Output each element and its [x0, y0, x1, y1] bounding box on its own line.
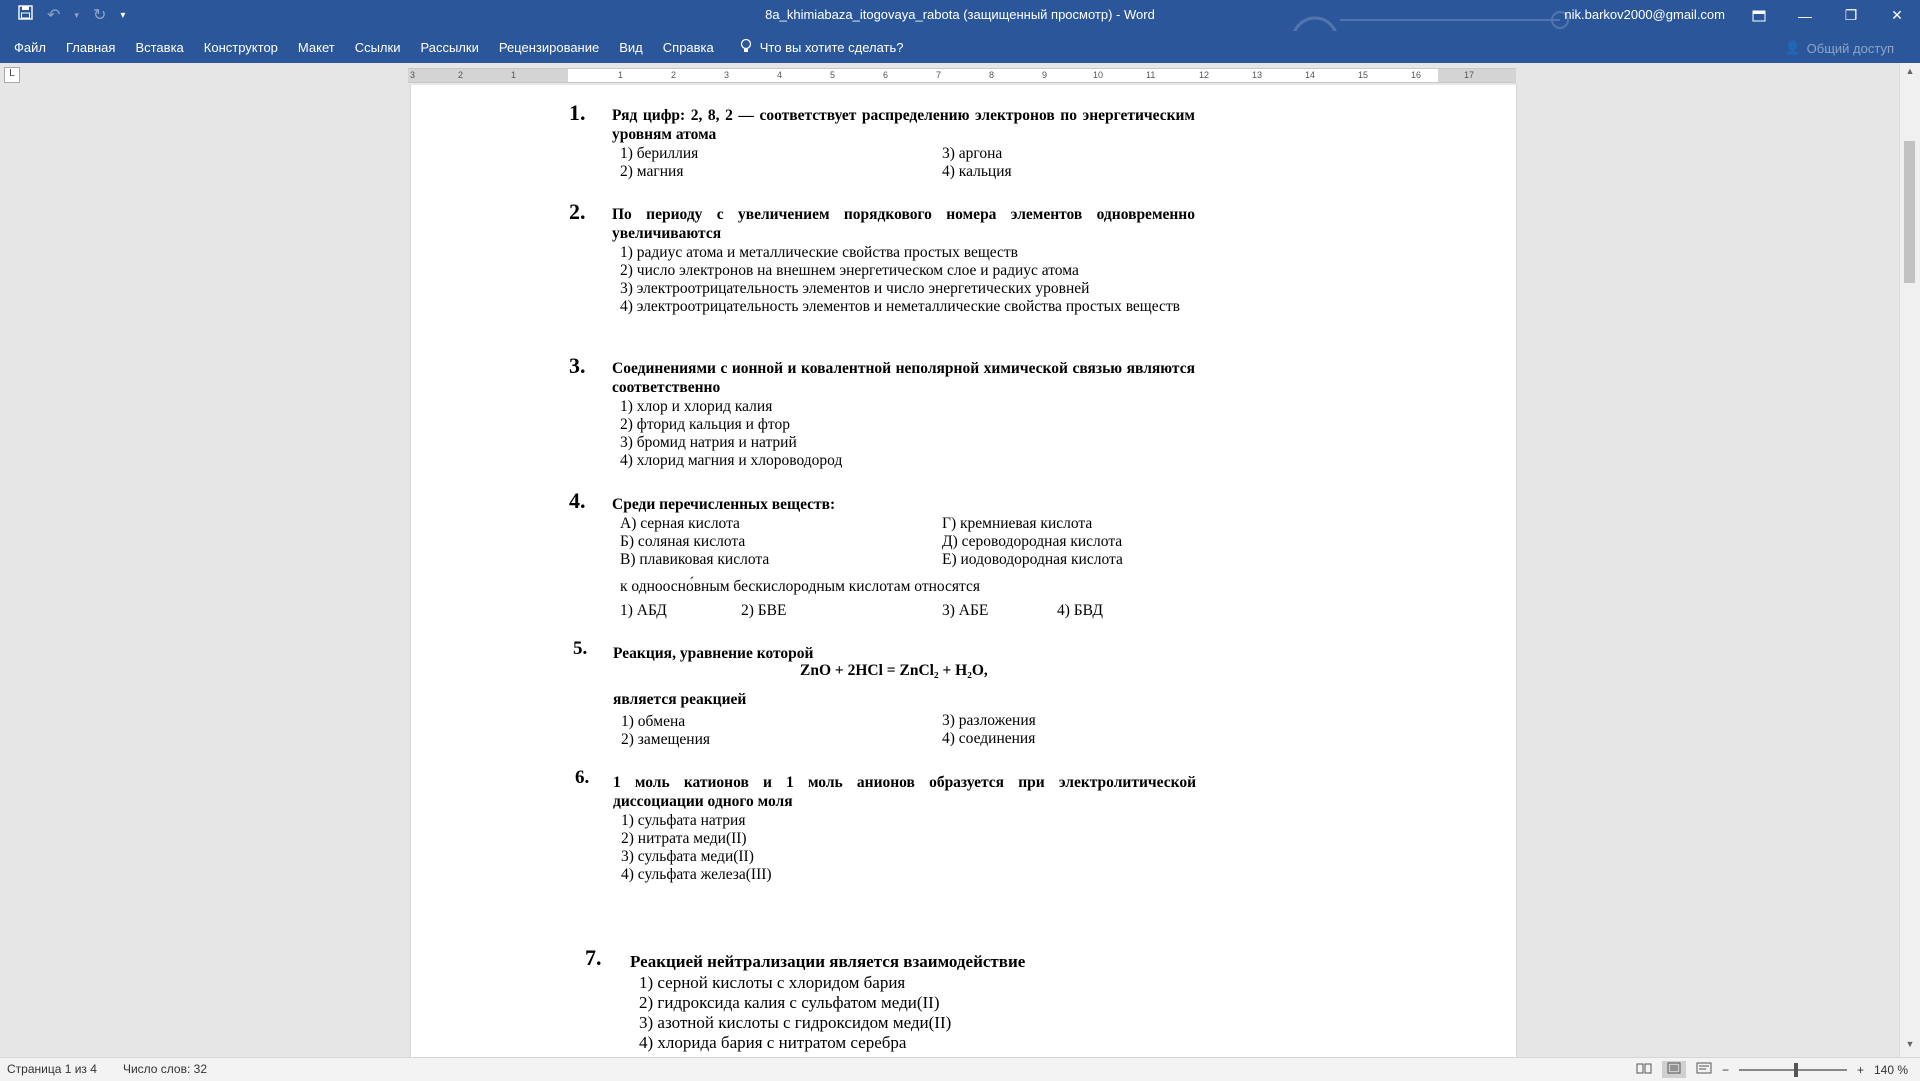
question-text: Ряд цифр: 2, 8, 2 — соответствует распределению электронов по энергетическим уровням атома [612, 107, 1195, 143]
restore-icon[interactable]: ❐ [1844, 7, 1858, 23]
document-page[interactable] [411, 85, 1516, 1057]
minimize-icon[interactable]: — [1798, 7, 1812, 24]
ruler-tick: 3 [724, 70, 730, 80]
tab-mailings[interactable]: Рассылки [420, 39, 479, 55]
save-icon[interactable] [18, 5, 33, 25]
ruler-tick: 2 [671, 70, 677, 80]
page-counter[interactable]: Страница 1 из 4 [7, 1062, 97, 1076]
scroll-thumb[interactable] [1904, 141, 1915, 283]
window-title: 8a_khimiabaza_itogovaya_rabota (защищенный просмотр) - Word [765, 7, 1155, 22]
ruler-tick: 15 [1358, 70, 1369, 80]
tab-review[interactable]: Рецензирование [498, 39, 600, 55]
ruler-tick: 10 [1093, 70, 1104, 80]
answer-option: 2) нитрата меди(II) [621, 830, 747, 847]
answer-option: 4) сульфата железа(III) [621, 866, 772, 883]
ruler-tick: 1 [511, 70, 517, 80]
ruler-tick: 3 [410, 70, 416, 80]
print-layout-icon[interactable] [1662, 1061, 1686, 1078]
tab-references[interactable]: Ссылки [354, 39, 401, 55]
answer-option: 4) хлорида бария с нитратом серебра [639, 1033, 907, 1052]
answer-option: 1) сульфата натрия [621, 812, 746, 829]
ruler-tick: 1 [618, 70, 624, 80]
undo-icon[interactable]: ↶ [47, 7, 61, 24]
question-number: 3. [569, 353, 586, 378]
vertical-scrollbar[interactable] [1899, 63, 1920, 1057]
scroll-up-icon[interactable]: ▲ [1905, 66, 1915, 76]
answer-option: Г) кремниевая кислота [942, 515, 1093, 532]
tab-layout[interactable]: Макет [297, 39, 335, 55]
share-button[interactable] [1784, 40, 1894, 56]
ruler-tick: 4 [777, 70, 783, 80]
document-canvas[interactable] [0, 85, 1900, 1057]
customize-icon[interactable]: ▾ [120, 9, 126, 21]
question-text: является реакцией [613, 691, 747, 708]
ruler-tick: 13 [1252, 70, 1263, 80]
answer-option: 2) фторид кальция и фтор [620, 416, 790, 433]
answer-option: 2) замещения [621, 731, 711, 748]
tab-view[interactable]: Вид [619, 39, 643, 55]
scroll-down-icon[interactable]: ▼ [1905, 1039, 1915, 1049]
zoom-level[interactable]: 140 % [1873, 1062, 1908, 1077]
ruler-row [0, 63, 1920, 85]
answer-option: Д) сероводородная кислота [942, 533, 1123, 550]
word-count[interactable]: Число слов: 32 [122, 1062, 207, 1076]
question-number: 2. [569, 199, 586, 224]
tab-home[interactable]: Главная [65, 39, 116, 55]
ruler-tick: 2 [458, 70, 464, 80]
zoom-out-button[interactable]: − [1721, 1062, 1729, 1077]
question-text: Соединениями с ионной и ковалентной неполярной химической связью являются соответственно [612, 360, 1195, 396]
question-text: По периоду с увеличением порядкового номера элементов одновременно увеличиваются [612, 206, 1195, 242]
answer-option: 1) обмена [621, 713, 686, 730]
question-number: 7. [585, 945, 602, 970]
answer-option: 3) аргона [942, 145, 1003, 162]
answer-option: 3) АБЕ [942, 602, 989, 619]
answer-option: 2) БВЕ [741, 602, 787, 619]
status-bar [0, 1057, 1920, 1081]
ruler-tick: 14 [1305, 70, 1316, 80]
answer-option: 2) гидроксида калия с сульфатом меди(II) [639, 993, 940, 1012]
answer-option: В) плавиковая кислота [620, 551, 770, 568]
read-mode-icon[interactable] [1636, 1062, 1652, 1077]
tell-me-box[interactable] [730, 38, 914, 57]
zoom-slider[interactable] [1739, 1069, 1847, 1071]
ruler-tick: 12 [1199, 70, 1210, 80]
ruler-tick: 5 [830, 70, 836, 80]
answer-option: 2) число электронов на внешнем энергетическом слое и радиус атома [620, 262, 1079, 279]
answer-option: 1) радиус атома и металлические свойства простых веществ [620, 244, 1018, 261]
question-number: 5. [573, 638, 588, 659]
answer-option: 4) соединения [942, 730, 1036, 747]
question-note: к одноосно́вным бескислородным кислотам относятся [620, 578, 981, 595]
question-number: 4. [569, 488, 586, 513]
close-icon[interactable]: ✕ [1891, 7, 1903, 23]
ruler-tick: 9 [1042, 70, 1048, 80]
answer-option: 3) бромид натрия и натрий [620, 434, 797, 451]
zoom-in-button[interactable]: + [1856, 1062, 1864, 1077]
answer-option: Б) соляная кислота [620, 533, 746, 550]
answer-option: 2) магния [620, 163, 684, 180]
answer-option: 4) хлорид магния и хлороводород [620, 452, 843, 469]
title-bar [0, 0, 1920, 31]
reaction-equation: ZnO + 2HCl = ZnCl₂ + H₂O, [800, 662, 988, 679]
redo-icon[interactable]: ↻ [92, 7, 107, 24]
tab-selector[interactable]: L [4, 67, 20, 83]
web-layout-icon[interactable] [1696, 1062, 1712, 1077]
answer-option: 3) сульфата меди(II) [621, 848, 754, 865]
ruler-tick: 17 [1464, 70, 1475, 80]
ruler-tick: 8 [989, 70, 995, 80]
answer-option: Е) иодоводородная кислота [942, 551, 1123, 568]
answer-option: 1) серной кислоты с хлоридом бария [639, 973, 906, 992]
tab-help[interactable]: Справка [662, 39, 714, 55]
question-text: 1 моль катионов и 1 моль анионов образуется при электролитической диссоциации одного моля [613, 774, 1196, 810]
ribbon [0, 31, 1920, 63]
ruler-tick: 16 [1411, 70, 1422, 80]
zoom-thumb[interactable] [1794, 1063, 1798, 1077]
answer-option: 1) АБД [620, 602, 667, 619]
account-name[interactable]: nik.barkov2000@gmail.com [1564, 7, 1725, 22]
ruler-tick: 6 [883, 70, 889, 80]
answer-option: 3) азотной кислоты с гидроксидом меди(II) [639, 1013, 952, 1032]
question-text: Среди перечисленных веществ: [612, 496, 836, 513]
answer-option: 3) разложения [942, 712, 1036, 729]
tell-me-label: Что вы хотите сделать? [759, 39, 904, 55]
share-label: Общий доступ [1806, 40, 1894, 56]
question-text: Реакцией нейтрализации является взаимодействие [630, 952, 1026, 971]
answer-option: 1) хлор и хлорид калия [620, 398, 773, 415]
answer-option: А) серная кислота [620, 515, 740, 532]
undo-dropdown-icon[interactable]: ▾ [74, 9, 79, 20]
ruler-tick: 7 [936, 70, 942, 80]
ruler-tick: 11 [1146, 70, 1156, 80]
person-icon: 👤 [1784, 40, 1801, 55]
ribbon-display-icon[interactable] [1736, 0, 1782, 31]
question-text: Реакция, уравнение которой [613, 645, 814, 662]
tab-insert[interactable]: Вставка [135, 39, 184, 55]
answer-option: 3) электроотрицательность элементов и число энергетических уровней [620, 280, 1090, 297]
answer-option: 4) БВД [1057, 602, 1104, 619]
horizontal-ruler[interactable] [408, 68, 1516, 83]
answer-option: 4) кальция [942, 163, 1012, 180]
tab-design[interactable]: Конструктор [203, 39, 278, 55]
tab-file[interactable]: Файл [14, 39, 46, 55]
question-number: 1. [569, 100, 586, 125]
answer-option: 4) электроотрицательность элементов и неметаллические свойства простых веществ [620, 298, 1180, 315]
lightbulb-icon [740, 38, 752, 57]
question-number: 6. [575, 767, 590, 788]
answer-option: 1) бериллия [620, 145, 699, 162]
